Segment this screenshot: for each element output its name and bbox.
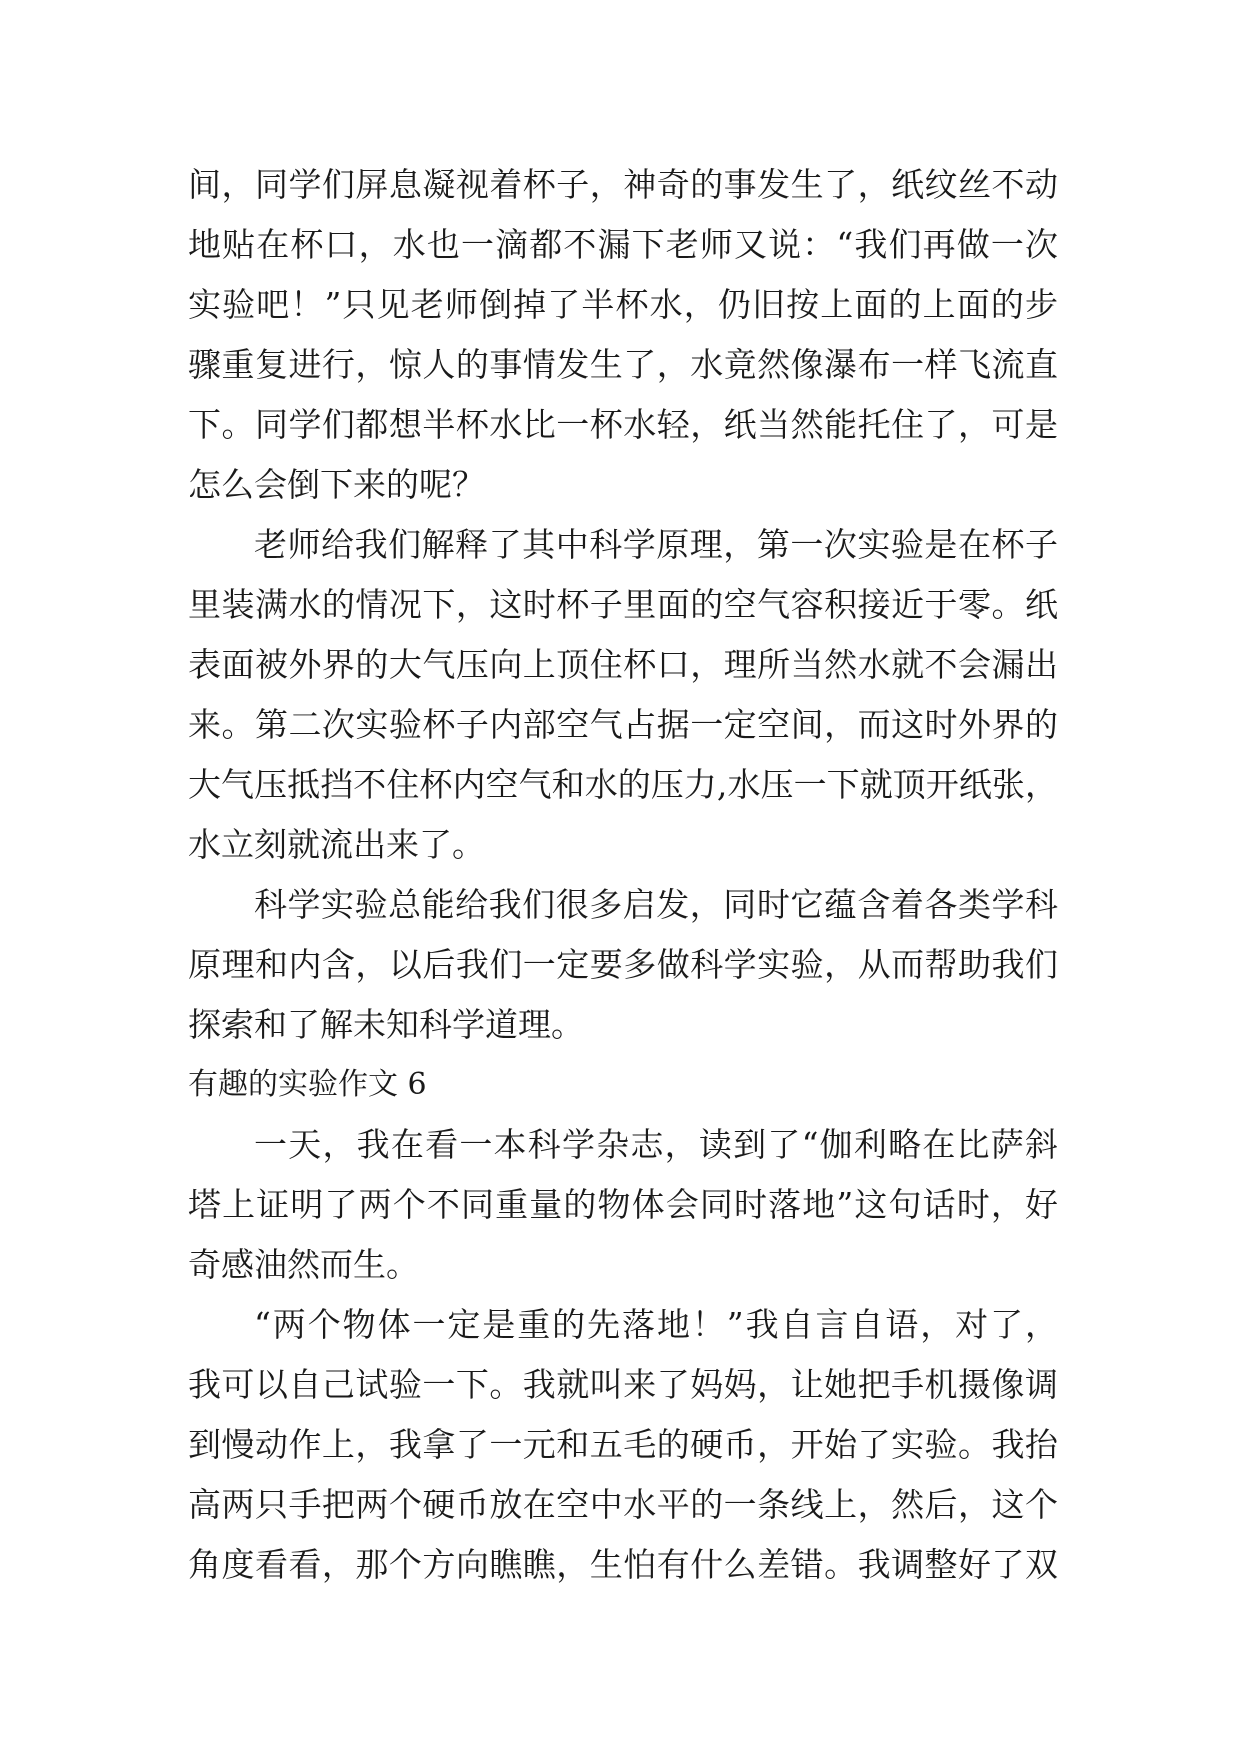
text-line: “两个物体一定是重的先落地！”我自言自语，对了，	[254, 1305, 1058, 1344]
paragraph-cup-experiment-continued	[188, 155, 1058, 515]
text-line: 里装满水的情况下，这时杯子里面的空气容积接近于零。纸	[188, 585, 1058, 624]
text-line: 水立刻就流出来了。	[188, 825, 485, 864]
text-line: 我可以自己试验一下。我就叫来了妈妈，让她把手机摄像调	[188, 1365, 1058, 1404]
text-line: 骤重复进行，惊人的事情发生了，水竟然像瀑布一样飞流直	[188, 345, 1058, 384]
text-line: 地贴在杯口，水也一滴都不漏下老师又说：“我们再做一次	[188, 225, 1058, 264]
paragraph-conclusion	[188, 875, 1058, 1055]
text-line: 来。第二次实验杯子内部空气占据一定空间，而这时外界的	[188, 705, 1058, 744]
text-line: 表面被外界的大气压向上顶住杯口，理所当然水就不会漏出	[188, 645, 1058, 684]
document-page	[188, 155, 1058, 1595]
text-line: 老师给我们解释了其中科学原理，第一次实验是在杯子	[254, 525, 1058, 564]
text-line: 实验吧！”只见老师倒掉了半杯水，仍旧按上面的上面的步	[188, 285, 1058, 324]
paragraph-coin-experiment	[188, 1295, 1058, 1595]
text-line: 科学实验总能给我们很多启发，同时它蕴含着各类学科	[254, 885, 1058, 924]
text-line: 到慢动作上，我拿了一元和五毛的硬币，开始了实验。我抬	[188, 1425, 1058, 1464]
text-line: 大气压抵挡不住杯内空气和水的压力,水压一下就顶开纸张，	[188, 765, 1058, 804]
text-line: 高两只手把两个硬币放在空中水平的一条线上，然后，这个	[188, 1485, 1058, 1524]
text-line: 一天，我在看一本科学杂志，读到了“伽利略在比萨斜	[254, 1125, 1058, 1164]
paragraph-teacher-explanation	[188, 515, 1058, 875]
section-heading: 有趣的实验作文 6	[188, 1067, 427, 1102]
text-line: 塔上证明了两个不同重量的物体会同时落地”这句话时，好	[188, 1185, 1058, 1224]
text-line: 怎么会倒下来的呢？	[188, 465, 485, 504]
text-line: 原理和内含，以后我们一定要多做科学实验，从而帮助我们	[188, 945, 1058, 984]
paragraph-magazine-reading	[188, 1115, 1058, 1295]
text-line: 下。同学们都想半杯水比一杯水轻，纸当然能托住了，可是	[188, 405, 1058, 444]
text-line: 角度看看，那个方向瞧瞧，生怕有什么差错。我调整好了双	[188, 1545, 1058, 1584]
text-line: 间，同学们屏息凝视着杯子，神奇的事发生了，纸纹丝不动	[188, 165, 1058, 204]
text-line: 探索和了解未知科学道理。	[188, 1005, 584, 1044]
text-line: 奇感油然而生。	[188, 1245, 419, 1284]
